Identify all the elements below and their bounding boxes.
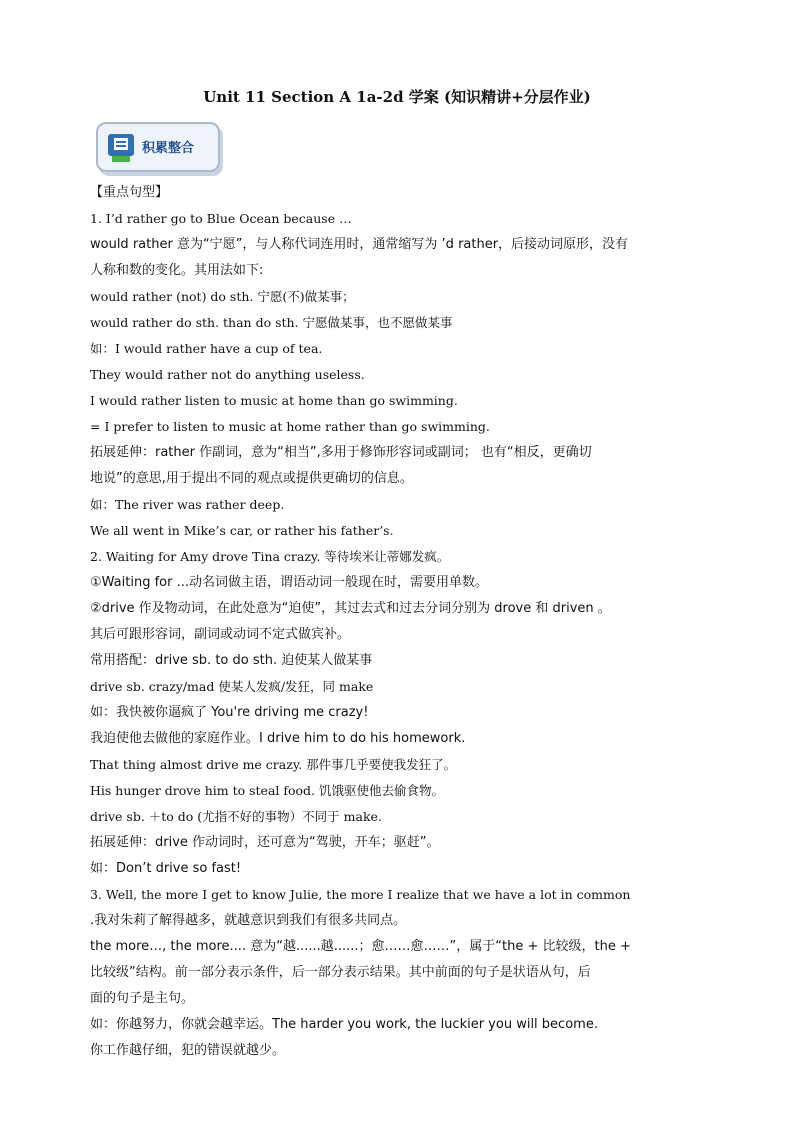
text-line: That thing almost drive me crazy. 那件事几乎要使我发狂了。 xyxy=(90,757,457,772)
text-line: would rather do sth. than do sth. 宁愿做某事，也不愿做某事 xyxy=(90,315,453,330)
text-line: ①Waiting for ...动名词做主语，谓语动词一般现在时，需要用单数。 xyxy=(90,575,488,590)
text-line: the more…, the more.... 意为“越......越......；愈……愈……”，属于“the + 比较级，the + xyxy=(90,939,631,954)
text-line: 其后可跟形容词，副词或动词不定式做宾补。 xyxy=(90,627,351,642)
text-line: His hunger drove him to steal food. 饥饿驱使他去偷食物。 xyxy=(90,783,445,798)
text-line: 人称和数的变化。其用法如下: xyxy=(90,263,264,278)
text-line: would rather 意为“宁愿”，与人称代词连用时，通常缩写为 ’d rather，后接动词原形，没有 xyxy=(90,237,629,252)
text-line: = I prefer to listen to music at home rather than go swimming. xyxy=(90,419,490,434)
text-line: drive sb. crazy/mad 使某人发疯/发狂，同 make xyxy=(90,679,374,694)
text-line: 如：你越努力，你就会越幸运。The harder you work, the luckier you will become. xyxy=(90,1017,598,1032)
section-badge xyxy=(96,122,220,172)
text-line: 3. Well, the more I get to know Julie, the more I realize that we have a lot in common xyxy=(90,887,631,902)
text-line: would rather (not) do sth. 宁愿(不)做某事； xyxy=(90,289,355,304)
badge-label: 积累整合 xyxy=(142,141,195,156)
text-line: 我迫使他去做他的家庭作业。I drive him to do his homework. xyxy=(90,731,466,746)
text-line: 【重点句型】 xyxy=(90,185,169,200)
text-line: 面的句子是主句。 xyxy=(90,991,195,1006)
text-line: 1. I’d rather go to Blue Ocean because … xyxy=(90,211,352,226)
text-line: 比较级”结构。前一部分表示条件，后一部分表示结果。其中前面的句子是状语从句，后 xyxy=(90,965,591,980)
book-plant-icon xyxy=(106,132,136,164)
text-line: I would rather listen to music at home than go swimming. xyxy=(90,393,458,408)
text-line: 常用搭配：drive sb. to do sth. 迫使某人做某事 xyxy=(90,653,373,668)
text-line: 如：我快被你逼疯了 You're driving me crazy! xyxy=(90,705,369,720)
content-body xyxy=(90,180,710,1064)
text-line: .我对朱莉了解得越多，就越意识到我们有很多共同点。 xyxy=(90,913,407,928)
text-line: 如：Don’t drive so fast! xyxy=(90,861,242,876)
text-line: 拓展延伸：drive 作动词时，还可意为“驾驶，开车；驱赶”。 xyxy=(90,835,440,850)
text-line: 拓展延伸：rather 作副词，意为“相当”,多用于修饰形容词或副词； 也有“相反，更确切 xyxy=(90,445,592,460)
text-line: 如：I would rather have a cup of tea. xyxy=(90,341,323,356)
text-line: 地说”的意思,用于提出不同的观点或提供更确切的信息。 xyxy=(90,471,413,486)
text-line: 如：The river was rather deep. xyxy=(90,497,285,512)
page-title: Unit 11 Section A 1a-2d 学案 (知识精讲+分层作业) xyxy=(203,88,591,106)
text-line: We all went in Mike’s car, or rather his father’s. xyxy=(90,523,394,538)
text-line: 2. Waiting for Amy drove Tina crazy. 等待埃米让蒂娜发疯。 xyxy=(90,549,450,564)
text-line: They would rather not do anything useless. xyxy=(90,367,365,382)
text-line: drive sb. ＋to do (尤指不好的事物）不同于 make. xyxy=(90,809,382,824)
text-line: ②drive 作及物动词，在此处意为“迫使”，其过去式和过去分词分别为 drove 和 driven 。 xyxy=(90,601,611,616)
text-line: 你工作越仔细，犯的错误就越少。 xyxy=(90,1043,286,1058)
